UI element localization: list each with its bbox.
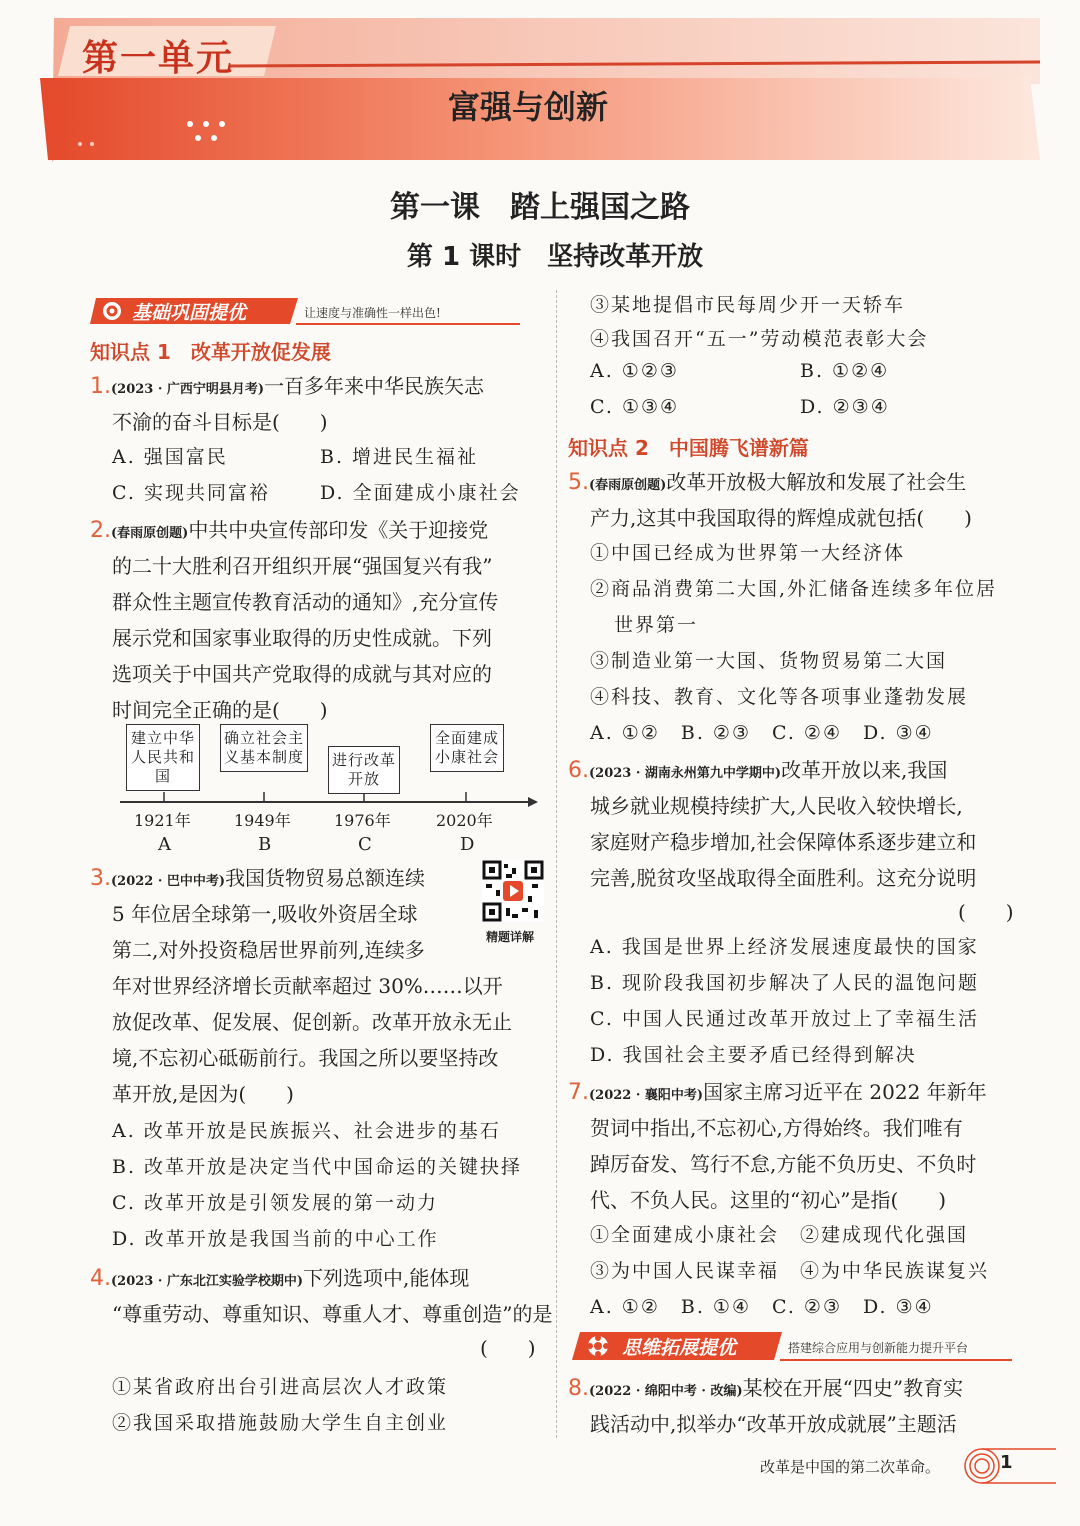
period-title: 第 1 课时 坚持改革开放 — [406, 242, 704, 272]
option-a[interactable]: A. ①②③ — [590, 360, 679, 382]
question-text: 群众性主题宣传教育活动的通知》,充分宣传 — [112, 590, 499, 614]
option-d[interactable]: D. 改革开放是我国当前的中心工作 — [112, 1228, 439, 1250]
question-text: 家庭财产稳步增加,社会保障体系逐步建立和 — [590, 830, 977, 854]
question-text: 践活动中,拟举办“改革开放成就展”主题活 — [590, 1412, 957, 1436]
section-extend-tagline: 搭建综合应用与创新能力提升平台 — [788, 1341, 969, 1355]
timeline-event: 进行改革开放 — [328, 746, 400, 794]
question-text: 5 年位居全球第一,吸收外资居全球 — [112, 902, 418, 926]
knowledge-point-1: 知识点 1 改革开放促发展 — [90, 340, 331, 364]
answer-options[interactable]: A. ①② B. ①④ C. ②③ D. ③④ — [590, 1296, 934, 1318]
unit-title: 第一单元 — [82, 38, 235, 79]
question-text: 展示党和国家事业取得的历史性成就。下列 — [112, 626, 492, 650]
statement-3: ③某地提倡市民每周少开一天轿车 — [590, 294, 906, 316]
question-text: 国家主席习近平在 2022 年新年 — [703, 1080, 987, 1104]
option-c[interactable]: C. 中国人民通过改革开放过上了幸福生活 — [590, 1008, 979, 1030]
statement-4: ④我国召开“五一”劳动模范表彰大会 — [590, 328, 929, 350]
lesson-title: 第一课 踏上强国之路 — [390, 190, 690, 225]
option-d[interactable]: D. 我国社会主要矛盾已经得到解决 — [590, 1044, 917, 1066]
unit-theme-title: 富强与创新 — [448, 88, 609, 126]
knowledge-point-2: 知识点 2 中国腾飞谱新篇 — [568, 436, 809, 460]
question-number: 1. — [90, 374, 111, 399]
section-basic-banner — [90, 296, 520, 324]
question-source: (2023 · 广西宁明县月考) — [111, 382, 265, 397]
question-text: 产力,这其中我国取得的辉煌成就包括( ) — [590, 506, 972, 530]
page-number: 1 — [1000, 1452, 1013, 1473]
timeline-diagram — [120, 724, 540, 854]
question-source: (2022 · 襄阳中考) — [589, 1088, 704, 1103]
question-text: 中共中央宣传部印发《关于迎接党 — [188, 518, 489, 542]
question-text: 时间完全正确的是( ) — [112, 698, 328, 722]
question-text: 改革开放极大解放和发展了社会生 — [666, 470, 967, 494]
timeline-year: 1976年 — [334, 811, 391, 830]
timeline-year: 1921年 — [134, 811, 191, 830]
question-number: 5. — [568, 470, 589, 495]
question-number: 7. — [568, 1080, 589, 1105]
question-text: 的二十大胜利召开组织开展“强国复兴有我” — [112, 554, 493, 578]
question-text: 放促改革、促发展、促创新。改革开放永无止 — [112, 1010, 512, 1034]
question-text: 城乡就业规模持续扩大,人民收入较快增长, — [590, 794, 963, 818]
qr-code-icon — [482, 860, 544, 922]
question-source: (2023 · 广东北江实验学校期中) — [111, 1274, 304, 1289]
question-text: 我国货物贸易总额连续 — [225, 866, 426, 890]
question-text: 一百多年来中华民族矢志 — [264, 374, 485, 398]
question-text: 选项关于中国共产党取得的成就与其对应的 — [112, 662, 492, 686]
answer-blank[interactable]: ( ) — [958, 900, 1014, 924]
timeline-event: 确立社会主义基本制度 — [220, 724, 308, 772]
answer-options[interactable]: A. ①② B. ②③ C. ②④ D. ③④ — [590, 722, 934, 744]
statement-2-cont: 世界第一 — [614, 614, 699, 636]
question-text: 下列选项中,能体现 — [303, 1266, 470, 1290]
answer-blank[interactable]: ( ) — [480, 1336, 536, 1360]
question-text: 不渝的奋斗目标是( ) — [112, 410, 328, 434]
statement-3: ③制造业第一大国、货物贸易第二大国 — [590, 650, 948, 672]
question-number: 4. — [90, 1266, 111, 1291]
question-number: 8. — [568, 1376, 589, 1401]
timeline-event: 全面建成小康社会 — [430, 724, 504, 772]
question-text: “尊重劳动、尊重知识、尊重人才、尊重创造”的是 — [112, 1302, 553, 1326]
question-text: 年对世界经济增长贡献率超过 30%……以开 — [112, 974, 503, 998]
footer-quote: 改革是中国的第二次革命。 — [760, 1458, 941, 1476]
question-source: (2023 · 湖南永州第九中学期中) — [589, 766, 782, 781]
question-number: 3. — [90, 866, 111, 891]
question-text: 改革开放以来,我国 — [781, 758, 948, 782]
question-text: 某校在开展“四史”教育实 — [742, 1376, 964, 1400]
option-a[interactable]: A — [158, 834, 171, 855]
question-number: 6. — [568, 758, 589, 783]
statement-2: ②我国采取措施鼓励大学生自主创业 — [112, 1412, 449, 1434]
option-d[interactable]: D — [460, 834, 475, 855]
question-source: (2022 · 巴中中考) — [111, 874, 226, 889]
option-c[interactable]: C — [358, 834, 372, 855]
qr-code[interactable] — [482, 860, 544, 922]
question-source: (春雨原创题) — [589, 478, 667, 493]
option-d[interactable]: D. ②③④ — [800, 396, 890, 418]
option-c[interactable]: C. 改革开放是引领发展的第一动力 — [112, 1192, 438, 1214]
option-b[interactable]: B. 改革开放是决定当代中国命运的关键抉择 — [112, 1156, 523, 1178]
section-extend-label: 思维拓展提优 — [622, 1337, 737, 1359]
statements-3-4: ③为中国人民谋幸福 ④为中华民族谋复兴 — [590, 1260, 990, 1282]
statement-2: ②商品消费第二大国,外汇储备连续多年位居 — [590, 578, 998, 600]
option-d[interactable]: D. 全面建成小康社会 — [320, 482, 521, 504]
question-text: 完善,脱贫攻坚战取得全面胜利。这充分说明 — [590, 866, 977, 890]
qr-caption: 精题详解 — [486, 930, 535, 944]
option-c[interactable]: C. 实现共同富裕 — [112, 482, 270, 504]
statement-1: ①中国已经成为世界第一大经济体 — [590, 542, 906, 564]
question-text: 第二,对外投资稳居世界前列,连续多 — [112, 938, 425, 962]
option-c[interactable]: C. ①③④ — [590, 396, 680, 418]
timeline-year: 2020年 — [436, 811, 493, 830]
timeline-event: 建立中华人民共和国 — [126, 724, 200, 791]
option-a[interactable]: A. 改革开放是民族振兴、社会进步的基石 — [112, 1120, 501, 1142]
statement-4: ④科技、教育、文化等各项事业蓬勃发展 — [590, 686, 969, 708]
timeline-year: 1949年 — [234, 811, 291, 830]
option-b[interactable]: B — [258, 834, 272, 855]
column-divider — [556, 290, 557, 1438]
question-number: 2. — [90, 518, 111, 543]
statements-1-2: ①全面建成小康社会 ②建成现代化强国 — [590, 1224, 969, 1246]
question-source: (2022 · 绵阳中考 · 改编) — [589, 1384, 743, 1399]
question-source: (春雨原创题) — [111, 526, 189, 541]
question-text: 境,不忘初心砥砺前行。我国之所以要坚持改 — [112, 1046, 499, 1070]
option-a[interactable]: A. 强国富民 — [112, 446, 228, 468]
question-text: 贺词中指出,不忘初心,方得始终。我们唯有 — [590, 1116, 963, 1140]
section-basic-label: 基础巩固提优 — [132, 302, 247, 324]
statement-1: ①某省政府出台引进高层次人才政策 — [112, 1376, 449, 1398]
option-a[interactable]: A. 我国是世界上经济发展速度最快的国家 — [590, 936, 979, 958]
option-b[interactable]: B. 现阶段我国初步解决了人民的温饱问题 — [590, 972, 980, 994]
question-text: 踔厉奋发、笃行不怠,方能不负历史、不负时 — [590, 1152, 977, 1176]
question-text: 革开放,是因为( ) — [112, 1082, 294, 1106]
option-b[interactable]: B. 增进民生福祉 — [320, 446, 479, 468]
section-basic-tagline: 让速度与准确性一样出色! — [304, 306, 441, 320]
question-text: 代、不负人民。这里的“初心”是指( ) — [590, 1188, 947, 1212]
section-extend-banner — [572, 1330, 1012, 1358]
option-b[interactable]: B. ①②④ — [800, 360, 890, 382]
